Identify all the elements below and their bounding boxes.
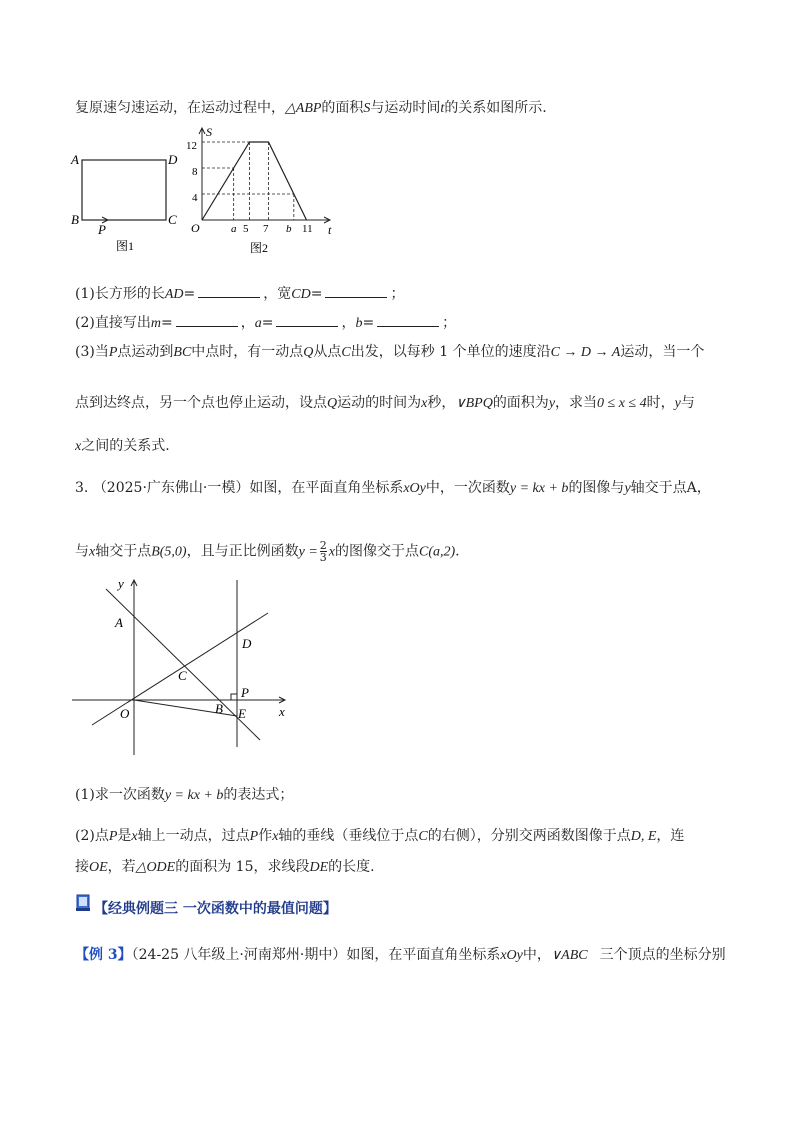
p3q2-text: 轴上一动点，过点 [137, 828, 250, 844]
var-xoy: xOy [403, 481, 426, 496]
label-d: D [168, 152, 178, 167]
figure-1 [68, 150, 188, 260]
section-title: 【经典例题三 一次函数中的最值问题】 [94, 901, 337, 917]
points-de: D, E [630, 829, 657, 844]
segment-de-label: DE [309, 860, 329, 875]
var-x: x [421, 396, 428, 411]
fraction [320, 540, 327, 563]
q1-mid: ，宽 [263, 286, 292, 302]
guide-lines [202, 142, 294, 220]
var-x: x [89, 544, 96, 560]
book-icon [75, 894, 91, 912]
problem-3-line-1 [75, 478, 711, 499]
p3-text: 的图像与 [568, 480, 625, 496]
var-bc: BC [173, 345, 192, 360]
var-c: C [418, 829, 428, 844]
label-e: E [238, 706, 246, 721]
p3-text: 的图像交于点 [335, 543, 419, 560]
p3-text: 轴交于点 [95, 543, 152, 560]
label-y: y [118, 576, 124, 591]
q3-text: 与 [680, 395, 695, 411]
triangle-ode: △ODE [135, 860, 176, 875]
intro-line [75, 98, 547, 119]
intro-text-c: 与运动时间 [370, 100, 441, 116]
var-b: b [355, 316, 363, 331]
y-tick-4: 4 [192, 192, 198, 204]
q3-text: 时， [646, 395, 675, 411]
var-p: P [249, 829, 259, 844]
var-cd: CD [291, 287, 311, 302]
q3-text: 中点时，有一动点 [191, 344, 304, 360]
q3-text: 秒， [427, 395, 456, 411]
label-b: B [71, 212, 79, 227]
x-tick-7: 7 [263, 223, 269, 235]
x-tick-a: a [231, 223, 237, 235]
x-tick-5: 5 [243, 223, 249, 235]
q3-text: (3)当 [75, 344, 109, 360]
blank-m[interactable] [176, 312, 238, 327]
p3q2-text: 的面积为 15，求线段 [175, 859, 310, 875]
problem-number: 3. [75, 480, 89, 496]
q1-prefix: (1)长方形的长 [75, 286, 165, 302]
fraction-denominator: 3 [319, 551, 327, 564]
p3-question-2-line-1 [75, 826, 684, 847]
p3q2-text: 的长度. [328, 859, 375, 875]
q2-eq-m: = [160, 315, 173, 331]
question-1 [75, 283, 404, 305]
var-q: Q [327, 396, 338, 411]
p3-text: ，且与正比例函数 [186, 543, 299, 560]
ex3-text: （24-25 八年级上·河南郑州·期中）如图，在平面直角坐标系 [131, 947, 501, 963]
p3q2-text: 轴的垂线（垂线位于点 [278, 828, 419, 844]
ex3-text: 中， [522, 947, 551, 963]
p3-text: 与 [75, 543, 89, 560]
func-linear: y = kx + b [509, 481, 569, 496]
point-a: A [686, 480, 697, 496]
p3q2-text: (2)点 [75, 828, 109, 844]
p3-text: . [455, 543, 460, 560]
var-p: P [108, 345, 118, 360]
q3-text: 点运动到 [117, 344, 174, 360]
p3q2-text: 作 [258, 828, 273, 844]
p3-text: 轴交于点 [630, 480, 687, 496]
intro-text-d: 的关系如图所示. [444, 100, 547, 116]
label-c: C [178, 668, 187, 683]
var-x: x [75, 439, 82, 454]
p3q2-text: 接 [75, 859, 89, 875]
label-o: O [191, 221, 200, 235]
fraction-numerator: 2 [319, 539, 327, 552]
q2-eq-b: = [362, 315, 375, 331]
var-p: P [108, 829, 118, 844]
fig1-caption: 图1 [116, 239, 135, 253]
p3-text: ， [696, 480, 711, 496]
segment-oe-label: OE [89, 860, 108, 875]
p3q2-text: 是 [117, 828, 132, 844]
q1-eq1: = [183, 286, 196, 302]
triangle-abc: ∨ABC [550, 948, 588, 963]
var-y: y [674, 396, 681, 411]
label-c: C [168, 212, 177, 227]
q3-text: 从点 [313, 344, 342, 360]
label-d: D [242, 636, 252, 651]
q2-eq-a: = [261, 315, 274, 331]
figure-2-chart [186, 124, 340, 264]
var-x: x [131, 829, 138, 844]
question-3-line-2 [75, 393, 695, 414]
label-b: B [215, 701, 223, 716]
x-tick-11: 11 [302, 223, 313, 235]
q3-text: 点到达终点，另一个点也停止运动，设点 [75, 395, 327, 411]
label-x: x [279, 704, 285, 719]
condition-x: 0 ≤ x ≤ 4 [597, 396, 647, 411]
label-a: A [71, 152, 79, 167]
triangle-abp: △ABP [285, 101, 322, 116]
right-angle-mark [231, 694, 237, 700]
blank-b[interactable] [377, 312, 439, 327]
example-tag: 【例 3】 [75, 947, 132, 963]
var-s: S [363, 101, 371, 116]
x-tick-b: b [286, 223, 292, 235]
p3-text: 中，一次函数 [425, 480, 510, 496]
var-y: y [624, 481, 631, 496]
point-c: C(a,2) [419, 544, 456, 560]
q1-eq2: = [310, 286, 323, 302]
var-xoy: xOy [500, 948, 523, 963]
var-m: m [150, 316, 161, 331]
var-ad: AD [164, 287, 184, 302]
label-p: P [241, 685, 249, 700]
var-x: x [272, 829, 279, 844]
var-t: t [440, 101, 445, 116]
p3-question-2-line-2 [75, 857, 375, 878]
q3-text: 的面积为 [492, 395, 549, 411]
y-tick-12: 12 [186, 140, 197, 152]
figure-3 [70, 575, 300, 760]
q3-text: ，求当 [555, 395, 598, 411]
intro-text: 复原速匀速运动，在运动过程中， [75, 100, 285, 116]
label-s: S [206, 125, 212, 139]
question-3-line-1 [75, 342, 704, 363]
triangle-bpq: ∨BPQ [455, 396, 493, 411]
intro-text-b: 的面积 [321, 100, 364, 116]
question-3-line-3 [75, 436, 170, 457]
func-linear: y = kx + b [164, 788, 224, 803]
p3q2-text: ，连 [656, 828, 685, 844]
p3q2-text: ，若 [107, 859, 136, 875]
label-o: O [120, 706, 130, 721]
path-cda: C → D → A [550, 345, 621, 360]
p3q1-text: 的表达式； [223, 787, 294, 803]
q2-sep2: ， [341, 315, 356, 331]
q3-text: 出发，以每秒 1 个单位的速度沿 [350, 344, 551, 360]
problem-3-line-2 [75, 540, 460, 563]
p3-question-1 [75, 785, 293, 806]
p3q1-text: (1)求一次函数 [75, 787, 165, 803]
y-tick-8: 8 [192, 166, 198, 178]
prop-func-x: x [328, 544, 335, 560]
var-a: a [254, 316, 262, 331]
q2-end: ； [442, 315, 457, 331]
point-b: B(5,0) [151, 544, 187, 560]
blank-cd[interactable] [325, 283, 387, 298]
q2-sep1: ， [240, 315, 255, 331]
q3-text: 运动，当一个 [620, 344, 705, 360]
label-p: P [98, 222, 106, 237]
q1-end: ； [390, 286, 405, 302]
rectangle-abcd [82, 160, 166, 220]
fig2-caption: 图2 [250, 241, 269, 255]
var-c: C [341, 345, 351, 360]
blank-ad[interactable] [198, 283, 260, 298]
prop-func-y: y = [298, 544, 318, 560]
p3q2-text: 的右侧），分别交两函数图像于点 [427, 828, 631, 844]
p3-text: （2025·广东佛山·一模）如图，在平面直角坐标系 [92, 480, 404, 496]
q2-prefix: (2)直接写出 [75, 315, 151, 331]
label-t: t [328, 223, 332, 237]
var-y: y [548, 396, 556, 411]
question-2 [75, 312, 456, 334]
var-q: Q [303, 345, 314, 360]
ex3-text: 三个顶点的坐标分别 [599, 947, 726, 963]
q3-text: 运动的时间为 [337, 395, 422, 411]
label-a: A [115, 615, 123, 630]
blank-a[interactable] [276, 312, 338, 327]
example-3-line [75, 945, 726, 966]
q3-text: 之间的关系式. [81, 438, 170, 454]
series-line-s [202, 142, 307, 220]
